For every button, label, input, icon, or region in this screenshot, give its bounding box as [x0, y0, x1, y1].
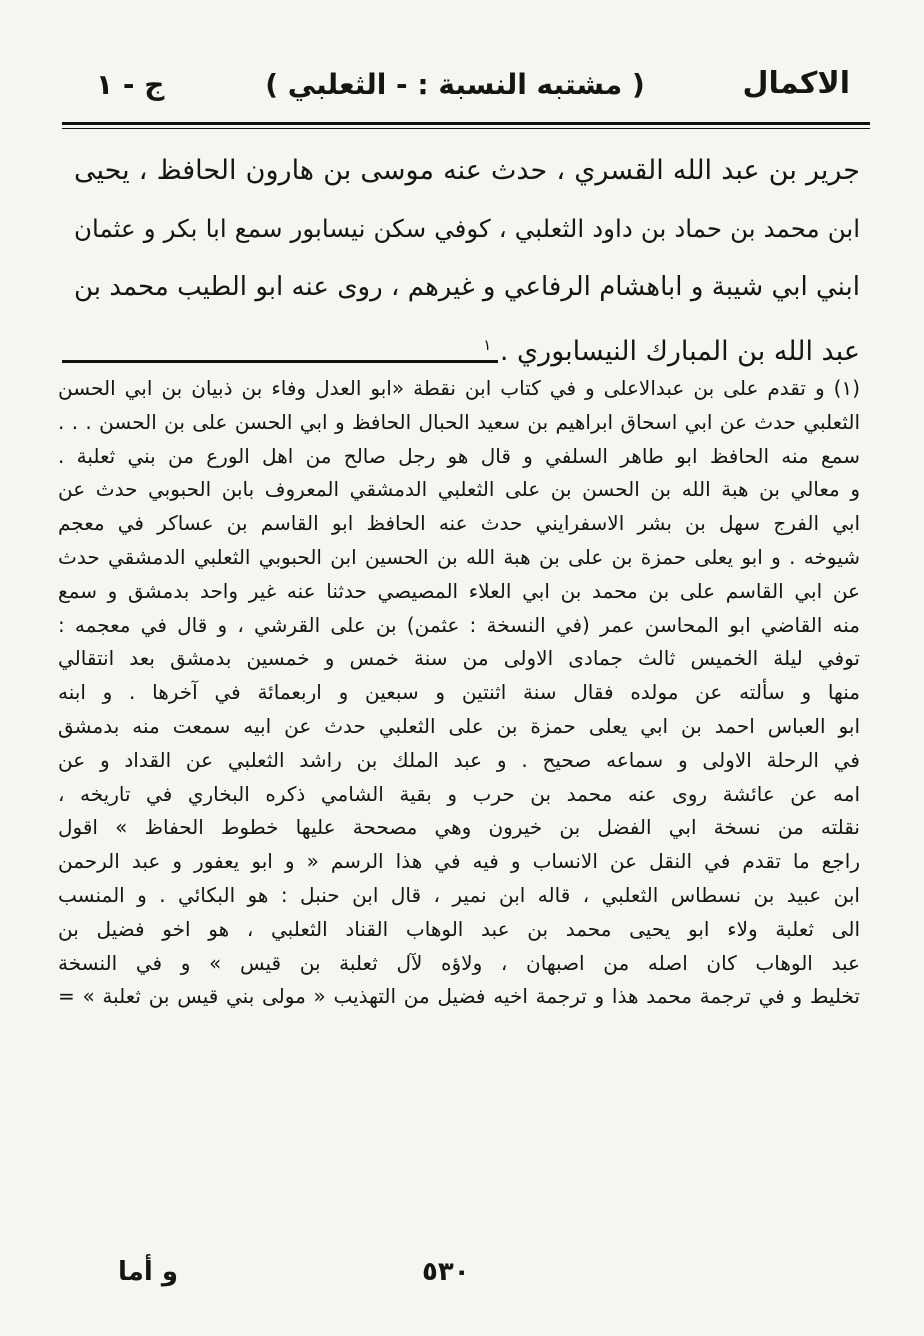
footnote-line: ابن عبيد بن نسطاس الثعلبي ، قاله ابن نمير ، قال ابن حنبل : هو البكائي . و المنسب — [58, 882, 860, 907]
volume-label: ج - ١ — [96, 68, 165, 101]
footnote-reference: ١ — [483, 336, 492, 354]
main-text-line: ابن محمد بن حماد بن داود الثعلبي ، كوفي سكن نيسابور سمع ابا بكر و عثمان — [74, 214, 860, 243]
footnote-line: امه عن عائشة روى عنه محمد بن حرب و بقية الشامي ذكره البخاري في تاريخه ، — [58, 781, 860, 806]
footnote-line: نقلته من نسخة ابي الفضل بن خيرون وهي مصححة عليها خطوط الحفاظ » اقول — [58, 815, 860, 840]
header-rule-thin — [62, 128, 870, 129]
main-text-line-content: عبد الله بن المبارك النيسابوري . — [499, 336, 860, 367]
main-text-line — [74, 316, 860, 374]
main-text — [74, 142, 860, 374]
footnote-line: عن ابي القاسم على بن محمد بن ابي العلاء المصيصي حدثنا عنه غير واحد بدمشق و سمع — [58, 578, 860, 603]
footnote-line: سمع منه الحافظ ابو طاهر السلفي و قال هو رجل صالح من اهل الورع من بني ثعلبة . — [58, 443, 860, 468]
footnote-line: الى ثعلبة ولاء ابو يحيى محمد بن عبد الوهاب القناد الثعلبي ، هو اخو فضيل بن — [58, 916, 860, 941]
main-text-line: جرير بن عبد الله القسري ، حدث عنه موسى بن هارون الحافظ ، يحيى — [74, 155, 860, 186]
header-rule-thick — [62, 122, 870, 125]
footnote-line: عبد الوهاب كان اصله من اصبهان ، ولاؤه لآل ثعلبة بن قيس » و في النسخة — [58, 950, 860, 975]
footnote-line: و معالي بن هبة الله بن الحسن بن على الثعلبي الدمشقي المعروف بابن الحبوبي حدث عن — [58, 477, 860, 502]
footnote-line: في الرحلة الاولى و سماعه صحيح . و عبد الملك بن راشد الثعلبي عن القداد و عن — [58, 747, 860, 772]
book-title: الاكمال — [742, 66, 850, 101]
footnote-line: (١) و تقدم على بن عبدالاعلى و في كتاب ابن نقطة «ابو العدل وفاء بن ذبيان بن ابي الحسن — [58, 376, 860, 400]
footnote-line: شيوخه . و ابو يعلى حمزة بن على بن هبة الله بن الحسين ابن الحبوبي الثعلبي الدمشقي حدث — [58, 544, 860, 569]
footnote-line: ابي الفرج سهل بن بشر الاسفرايني حدث عنه الحافظ ابو القاسم بن عساكر في معجم — [58, 511, 860, 536]
catchword: و أما — [118, 1257, 178, 1287]
footnote-line: ابو العباس احمد بن ابي يعلى حمزة بن على الثعلبي حدث عن ابيه سمعت منه بدمشق — [58, 713, 860, 738]
page-number: ٥٣٠ — [422, 1257, 470, 1287]
section-title: ( مشتبه النسبة : - الثعلبي ) — [265, 68, 645, 101]
main-text-line: ابني ابي شيبة و اباهشام الرفاعي و غيرهم ، روى عنه ابو الطيب محمد بن — [74, 272, 860, 302]
footnote-line: منه القاضي ابو المحاسن عمر (في النسخة : عثمن) بن على القرشي ، و قال في معجمه : — [58, 612, 860, 637]
footnote-separator — [62, 360, 498, 363]
footnote-line: منها و سألته عن مولده فقال سنة اثنتين و سبعين و اربعمائة في آخرها . و ابنه — [58, 680, 860, 705]
footnote-block — [58, 372, 860, 1014]
footnote-line: راجع ما تقدم في النقل عن الانساب و فيه في هذا الرسم « و ابو يعفور و عبد الرحمن — [58, 849, 860, 874]
footnote-line: توفي ليلة الخميس ثالث جمادى الاولى من سنة خمس و خمسين بدمشق بعد انتقالي — [58, 646, 860, 671]
footnote-line: الثعلبي حدث عن ابي اسحاق ابراهيم بن سعيد الحبال الحافظ و ابي الحسن على بن الحسن . . . — [58, 409, 860, 434]
footnote-line: تخليط و في ترجمة محمد هذا و ترجمة اخيه فضيل من التهذيب « مولى بني قيس بن ثعلبة » = — [58, 984, 860, 1009]
running-header — [60, 66, 850, 110]
